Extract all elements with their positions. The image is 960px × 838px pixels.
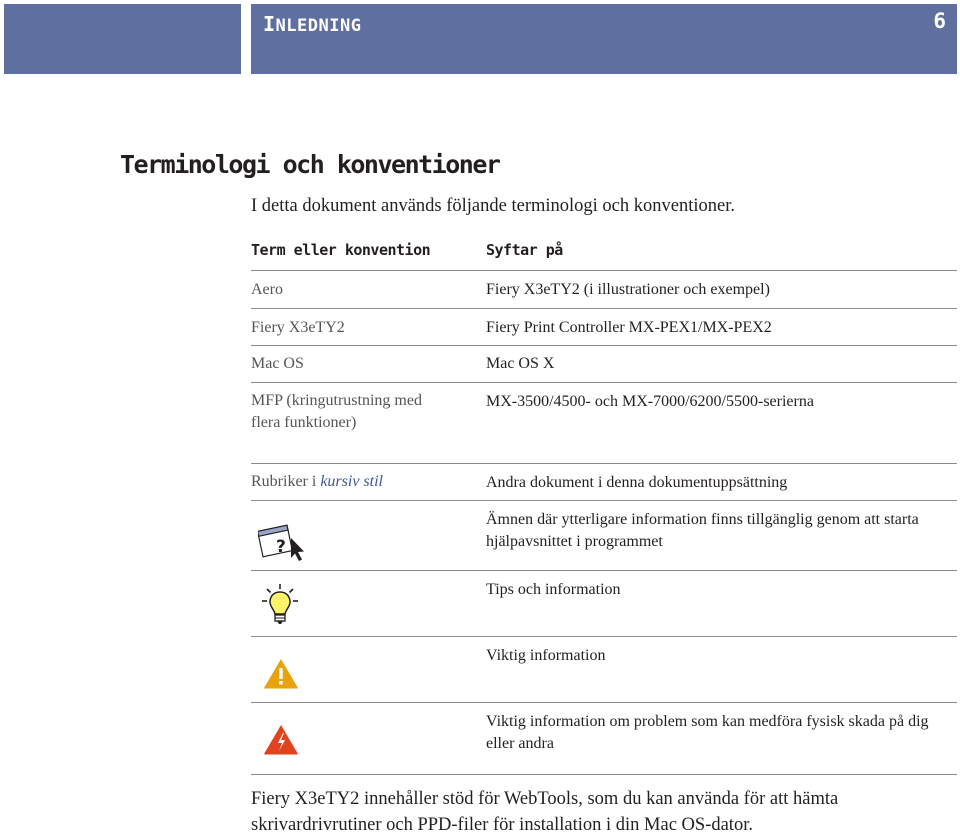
meaning-cell: Fiery Print Controller MX-PEX1/MX-PEX2 [486, 319, 772, 336]
section-title: Terminologi och konventioner [120, 150, 500, 179]
row-divider [251, 345, 957, 346]
term-cell: Aero [251, 281, 283, 298]
term-cell: MFP (kringutrustning med flera funktioner) [251, 392, 422, 431]
column-header-meaning: Syftar på [486, 241, 563, 259]
row-divider [251, 270, 957, 271]
row-divider [251, 382, 957, 383]
term-cell: Rubriker i kursiv stil [251, 473, 383, 490]
page-number: 6 [933, 9, 946, 33]
lightbulb-icon [260, 583, 300, 627]
meaning-cell: Mac OS X [486, 355, 555, 372]
meaning-cell: Tips och information [486, 581, 621, 598]
meaning-cell: Ämnen där ytterligare information finns tillgänglig genom att starta hjälpavsnittet i programmet [486, 511, 919, 550]
meaning-cell: MX-3500/4500- och MX-7000/6200/5500-serierna [486, 393, 814, 410]
meaning-cell: Fiery X3eTY2 (i illustrationer och exempel) [486, 281, 770, 298]
hazard-icon [262, 722, 300, 756]
row-divider [251, 774, 957, 775]
row-divider [251, 463, 957, 464]
italic-term: kursiv stil [320, 473, 383, 490]
svg-text:?: ? [276, 537, 286, 557]
row-divider [251, 636, 957, 637]
meaning-cell: Andra dokument i denna dokumentuppsättning [486, 474, 788, 491]
term-cell: Fiery X3eTY2 [251, 319, 345, 336]
footer-paragraph: Fiery X3eTY2 innehåller stöd för WebTools, som du kan använda för att hämta skrivardrivrutiner och PPD-filer för installation i din Mac OS-dator. [251, 789, 839, 835]
column-header-term: Term eller konvention [251, 241, 431, 259]
warning-icon [262, 656, 300, 690]
row-divider [251, 500, 957, 501]
meaning-cell: Viktig information om problem som kan medföra fysisk skada på dig eller andra [486, 713, 929, 752]
header-left-bar [4, 4, 241, 74]
row-divider [251, 702, 957, 703]
row-divider [251, 308, 957, 309]
row-divider [251, 570, 957, 571]
help-cursor-icon [258, 518, 310, 562]
term-cell: Mac OS [251, 355, 304, 372]
chapter-title: INLEDNING [263, 12, 362, 36]
section-intro: I detta dokument används följande terminologi och konventioner. [251, 196, 735, 216]
meaning-cell: Viktig information [486, 647, 606, 664]
